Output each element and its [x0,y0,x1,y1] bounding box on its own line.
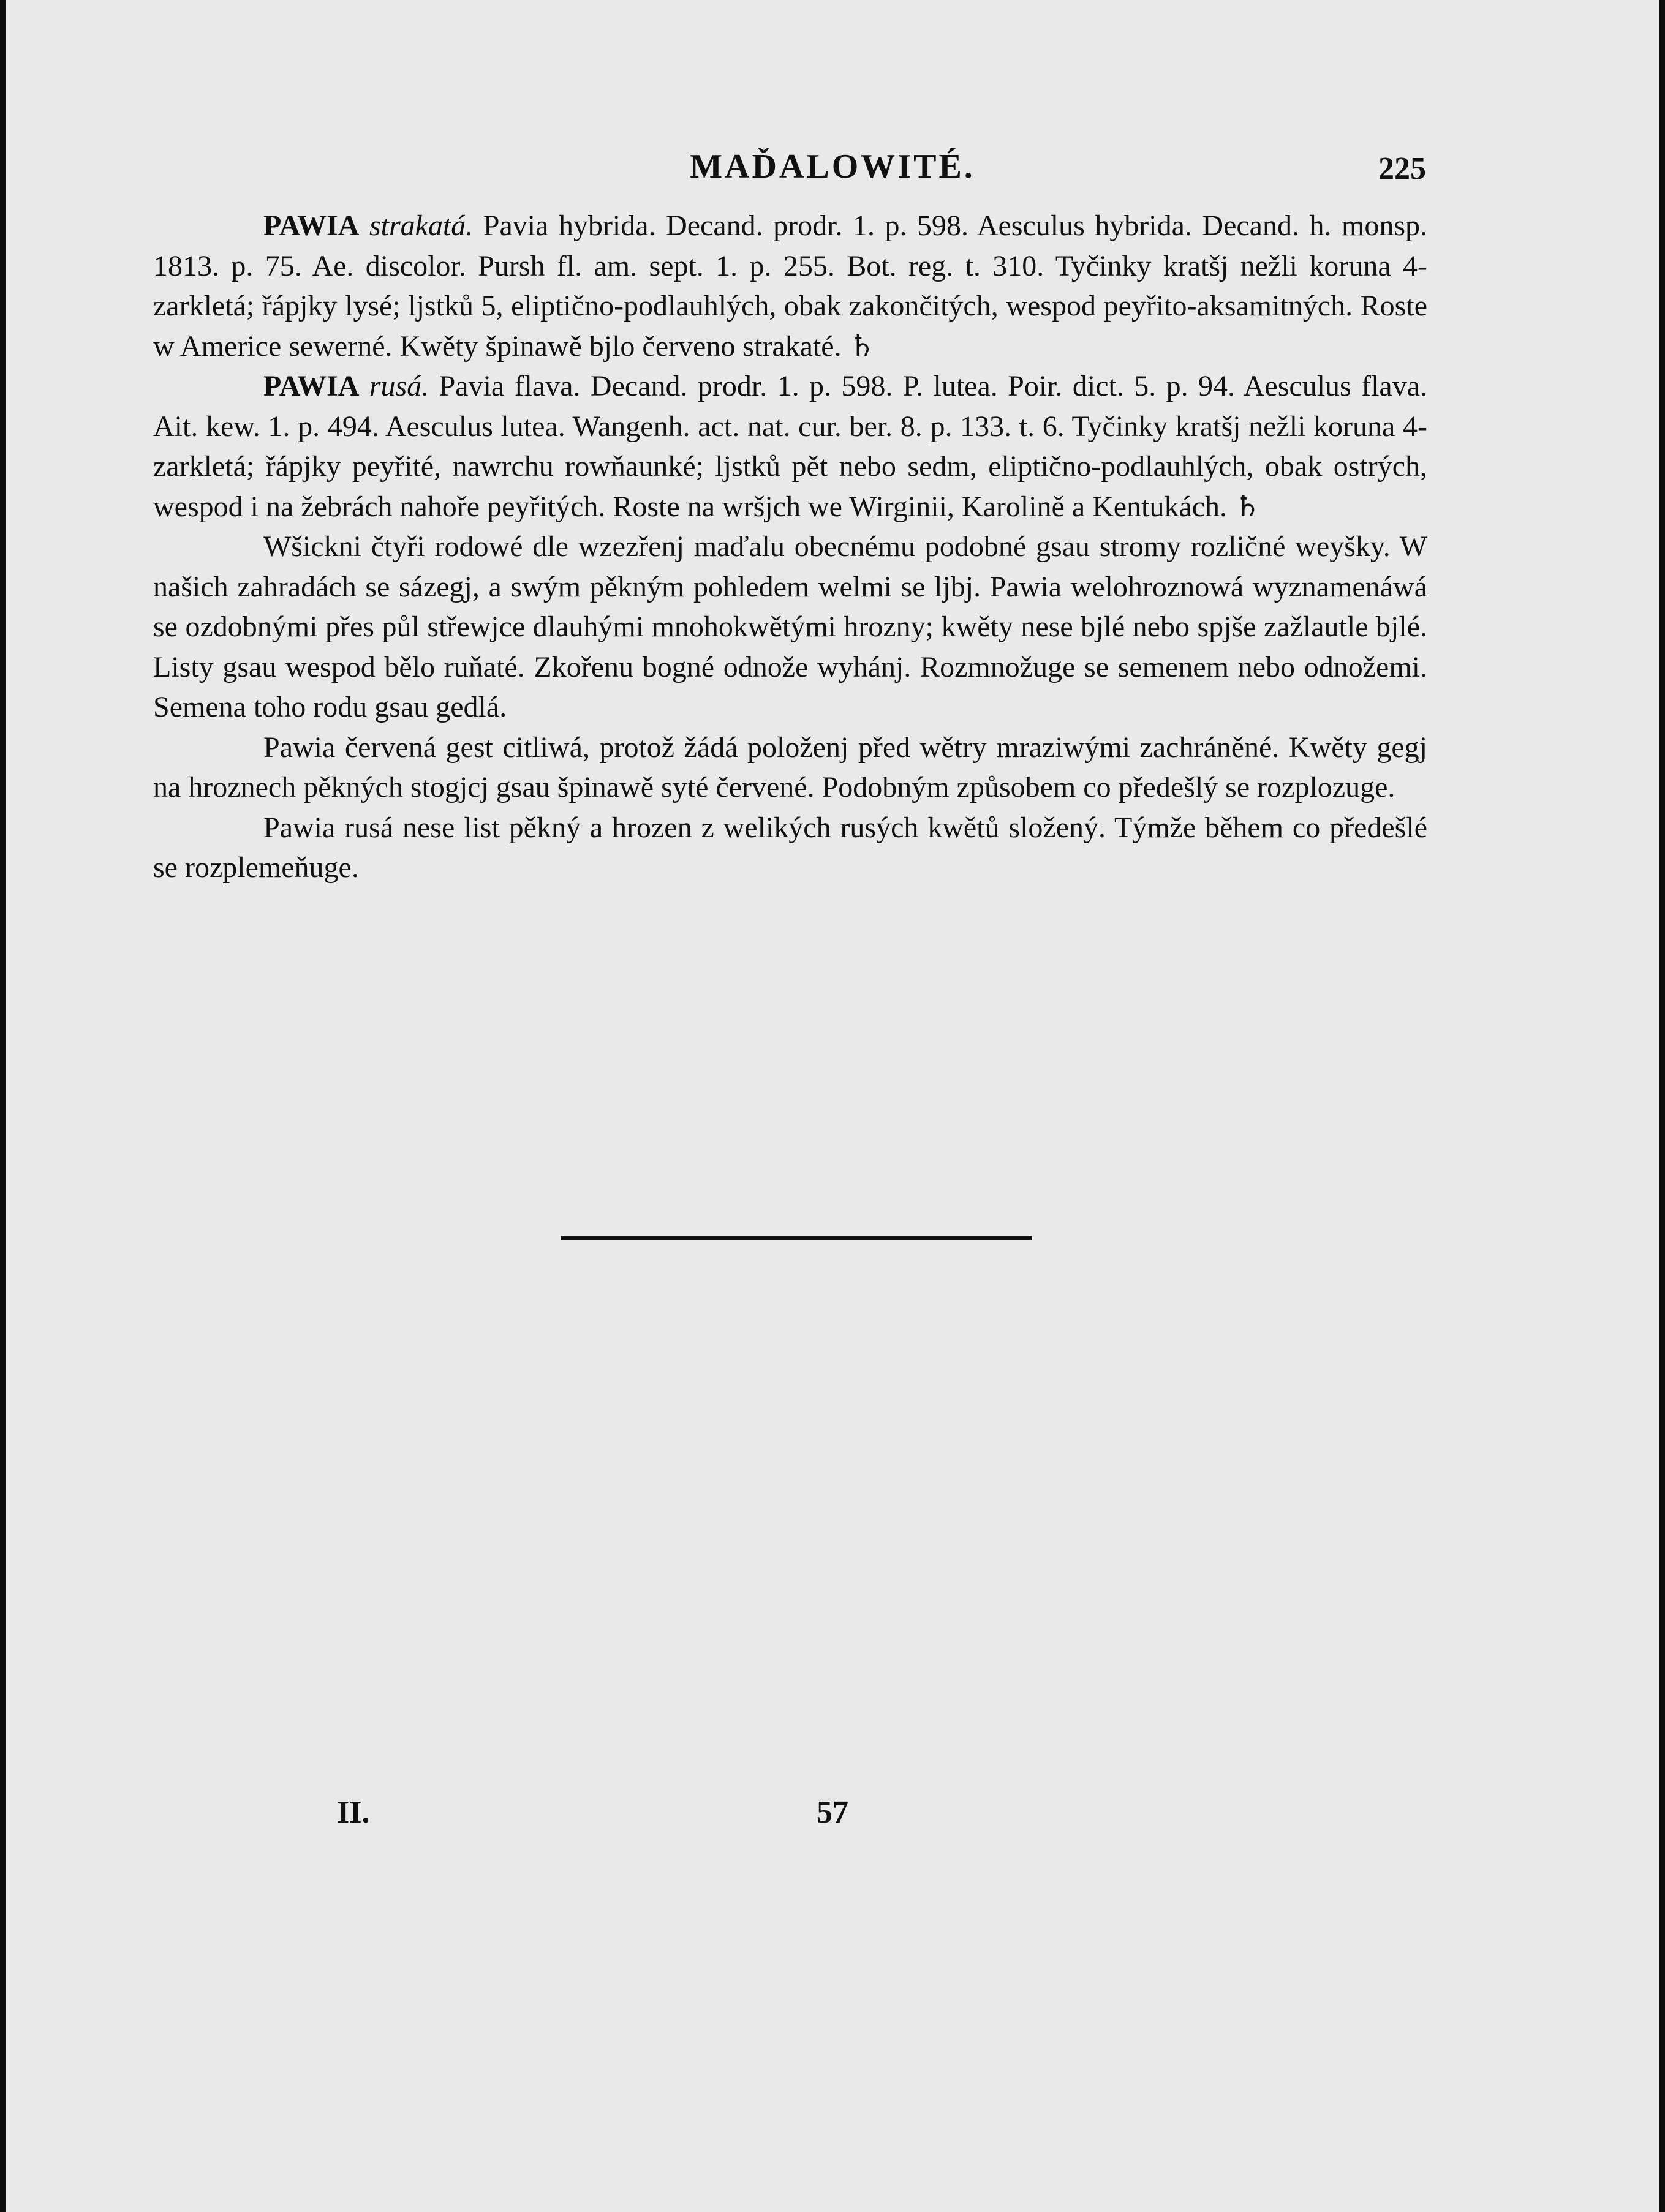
paragraph-pawia-strakata [153,206,1427,366]
section-divider [561,1236,1032,1240]
paragraph-general: Wšickni čtyři rodowé dle wzezřenj maďalu obecnému podobné gsau stromy rozličné weyšky. W našich zahradách se sázegj, a swým pěkným pohledem welmi se ljbj. Pawia welohroznowá wyznamenáwá se ozdobnými přes půl střewjce dlauhými mnohokwětými hrozny; kwěty nese bjlé nebo spjše zažlautle bjlé. Listy gsau wespod bělo ruňaté. Zkořenu bogné odnože wyhánj. Rozmnožuge se semenem nebo odnožemi. Semena toho rodu gsau gedlá. [153,530,1427,723]
page-footer [6,1794,1659,1843]
running-title: MAĎALOWITÉ. [690,148,975,186]
genus-heading: PAWIA [263,370,360,402]
book-page [6,0,1659,2212]
paragraph-pawia-cervena: Pawia červená gest citliwá, protož žádá položenj před wětry mraziwými zachráněné. Kwěty gegj na hroznech pěkných stogjcj gsau špinawě syté červené. Podobným způsobem co předešlý se rozplozuge. [153,731,1427,803]
species-epithet: rusá. [369,370,429,402]
sheet-number: 57 [817,1795,848,1830]
body-text [153,206,1427,888]
paragraph-pawia-rusa-care: Pawia rusá nese list pěkný a hrozen z welikých rusých kwětů složený. Týmže během co předešlé se rozplemeňuge. [153,811,1427,884]
species-epithet: strakatá. [369,209,474,242]
genus-heading: PAWIA [263,209,360,242]
paragraph-text: Pavia hybrida. Decand. prodr. 1. p. 598. Aesculus hybrida. Decand. h. monsp. 1813. p. 75. Ae. discolor. Pursh fl. am. sept. 1. p. 255. Bot. reg. t. 310. Tyčinky kratšj nežli koruna 4-zarkletá; řápjky lysé; ljstků 5, eliptično-podlauhlých, obak zakončitých, wespod peyřito-aksamitných. Roste w Americe sewerné. Kwěty špinawě bjlo červeno strakaté. ♄ [153,209,1427,363]
paragraph-pawia-rusa [153,366,1427,527]
paragraph-text: Pavia flava. Decand. prodr. 1. p. 598. P. lutea. Poir. dict. 5. p. 94. Aesculus flava. Ait. kew. 1. p. 494. Aesculus lutea. Wangenh. act. nat. cur. ber. 8. p. 133. t. 6. Tyčinky kratšj nežli koruna 4-zarkletá; řápjky peyřité, nawrchu rowňaunké; ljstků pět nebo sedm, eliptično-podlauhlých, obak ostrých, wespod i na žebrách nahoře peyřitých. Roste na wršjch we Wirginii, Karolině a Kentukách. ♄ [153,370,1428,523]
page-header [6,147,1659,196]
signature-mark: II. [337,1795,370,1830]
page-number: 225 [1378,151,1426,186]
